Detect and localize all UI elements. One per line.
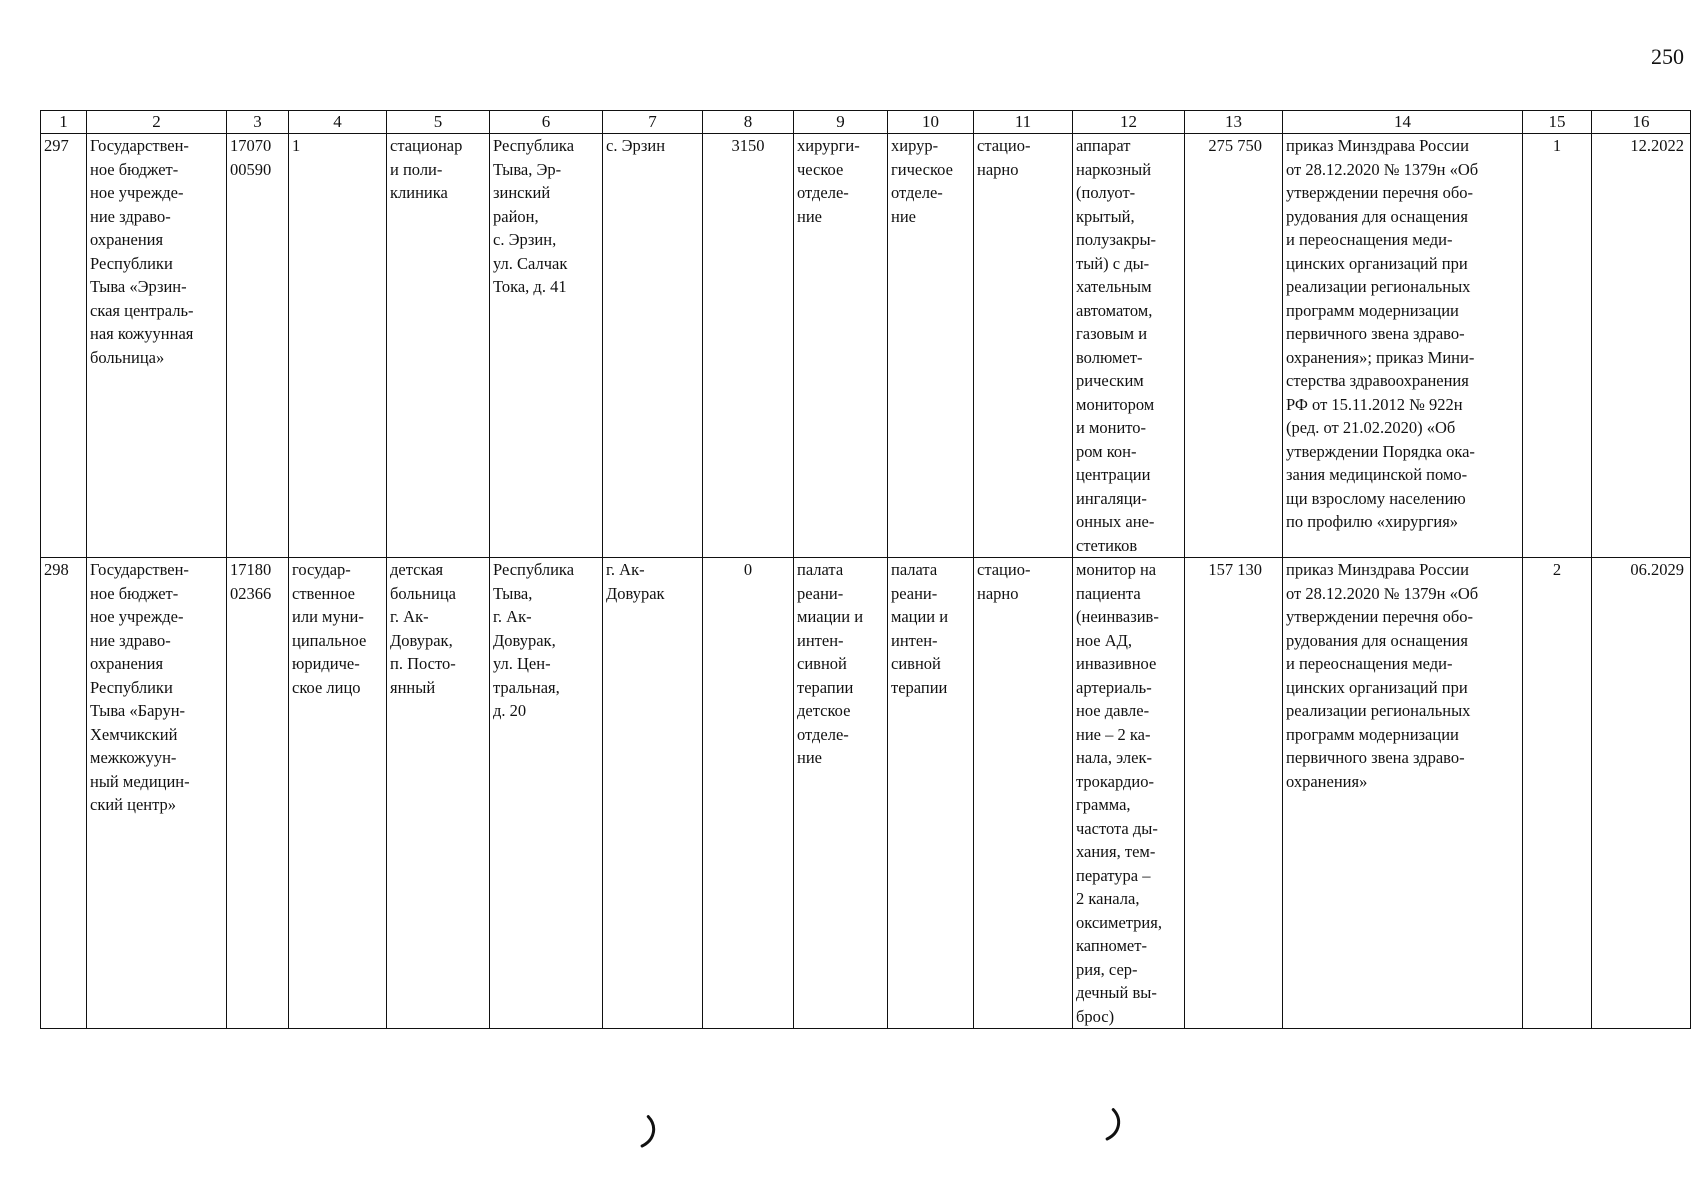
facility-type: детская больница г. Ак- Довурак, п. Посто- янный	[387, 558, 490, 1029]
equipment-name: монитор на пациента (неинвазив- ное АД, инвазивное артериаль- ное давле- ние – 2 ка- нала, элек- трокардио- грамма, частота ды- хания, тем- пература – 2 канала, оксиметрия, капномет- рия, сер- дечный вы- брос)	[1073, 558, 1185, 1029]
column-number: 9	[794, 111, 888, 134]
equipment-name: аппарат наркозный (полуот- крытый, полузакры- тый) с ды- хательным автоматом, газовым и волюмет- рическим монитором и монито- ром кон- центрации ингаляци- онных ане- стетиков	[1073, 134, 1185, 558]
settlement: г. Ак- Довурак	[603, 558, 703, 1029]
column-number: 14	[1283, 111, 1523, 134]
care-condition: стацио- нарно	[974, 134, 1073, 558]
row-number: 297	[41, 134, 87, 558]
column-number: 13	[1185, 111, 1283, 134]
column-number: 5	[387, 111, 490, 134]
equipment-table	[40, 110, 1691, 1029]
quantity: 2	[1523, 558, 1592, 1029]
column-number: 3	[227, 111, 289, 134]
organization-code: 17070 00590	[227, 134, 289, 558]
legal-form: государ- ственное или муни- ципальное юридиче- ское лицо	[289, 558, 387, 1029]
organization-name: Государствен- ное бюджет- ное учрежде- ние здраво- охранения Республики Тыва «Барун- Хемчикский межкожуун- ный медицин- ский центр»	[87, 558, 227, 1029]
unit: палата реани- мации и интен- сивной терапии	[888, 558, 974, 1029]
settlement: с. Эрзин	[603, 134, 703, 558]
column-number-row	[41, 111, 1691, 134]
department: хирурги- ческое отделе- ние	[794, 134, 888, 558]
column-number: 1	[41, 111, 87, 134]
department: палата реани- миации и интен- сивной терапии детское отделе- ние	[794, 558, 888, 1029]
table-row	[41, 134, 1691, 558]
organization-name: Государствен- ное бюджет- ное учрежде- ние здраво- охранения Республики Тыва «Эрзин- ская централь- ная кожуунная больница»	[87, 134, 227, 558]
pen-mark	[1102, 1105, 1127, 1147]
column-number: 15	[1523, 111, 1592, 134]
column-number: 4	[289, 111, 387, 134]
quantity: 1	[1523, 134, 1592, 558]
column-number: 16	[1592, 111, 1691, 134]
column-number: 6	[490, 111, 603, 134]
care-condition: стацио- нарно	[974, 558, 1073, 1029]
column-number: 10	[888, 111, 974, 134]
column-number: 2	[87, 111, 227, 134]
column-number: 11	[974, 111, 1073, 134]
table-row	[41, 558, 1691, 1029]
column-number: 7	[603, 111, 703, 134]
equipment-code: 157 130	[1185, 558, 1283, 1029]
equipment-code: 275 750	[1185, 134, 1283, 558]
due-date: 06.2029	[1592, 558, 1691, 1029]
unit: хирур- гическое отделе- ние	[888, 134, 974, 558]
population: 0	[703, 558, 794, 1029]
pen-mark	[637, 1112, 662, 1154]
legal-basis: приказ Минздрава России от 28.12.2020 № 1379н «Об утверждении перечня обо- рудования для оснащения и переоснащения меди- цинских организаций при реализации региональных программ модернизации первичного звена здраво- охранения»	[1283, 558, 1523, 1029]
row-number: 298	[41, 558, 87, 1029]
facility-type: стационар и поли- клиника	[387, 134, 490, 558]
legal-form: 1	[289, 134, 387, 558]
population: 3150	[703, 134, 794, 558]
page-number: 250	[1651, 44, 1684, 69]
legal-basis: приказ Минздрава России от 28.12.2020 № 1379н «Об утверждении перечня обо- рудования для оснащения и переоснащения меди- цинских организаций при реализации региональных программ модернизации первичного звена здраво- охранения»; приказ Мини- стерства здравоохранения РФ от 15.11.2012 № 922н (ред. от 21.02.2020) «Об утверждении Порядка ока- зания медицинской помо- щи взрослому населению по профилю «хирургия»	[1283, 134, 1523, 558]
column-number: 12	[1073, 111, 1185, 134]
organization-code: 17180 02366	[227, 558, 289, 1029]
address: Республика Тыва, г. Ак- Довурак, ул. Цен- тральная, д. 20	[490, 558, 603, 1029]
due-date: 12.2022	[1592, 134, 1691, 558]
column-number: 8	[703, 111, 794, 134]
address: Республика Тыва, Эр- зинский район, с. Эрзин, ул. Салчак Тока, д. 41	[490, 134, 603, 558]
